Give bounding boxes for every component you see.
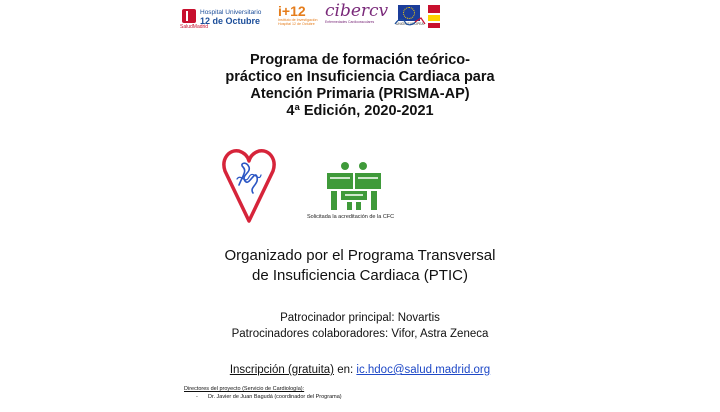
- i12-logo: [278, 4, 328, 30]
- program-title: [160, 52, 560, 120]
- hospital-logo-sub: SaludMadrid: [180, 24, 209, 30]
- i12-logo-sub-line2: Hospital 12 de Octubre: [278, 22, 315, 26]
- ppc-logo: [393, 16, 427, 28]
- registration-connector: en:: [334, 364, 357, 376]
- director-name: Dr. Javier de Juan Bagudá (coordinador del Programa): [208, 394, 342, 400]
- organizer-text: [130, 246, 590, 286]
- spain-flag-icon: [428, 5, 440, 29]
- title-line-2: práctico en Insuficiencia Cardiaca para: [225, 69, 495, 85]
- title-line-4: 4ª Edición, 2020-2021: [286, 103, 434, 119]
- collaborating-sponsors: Patrocinadores colaboradores: Vifor, Astra Zeneca: [231, 328, 489, 340]
- ciber-logo-mark-main: ciber: [325, 1, 370, 21]
- cfc-caption: Solicitada la acreditación de la CFC: [307, 214, 395, 220]
- registration-label: Inscripción (gratuita): [229, 364, 334, 376]
- organizer-line-1: Organizado por el Programa Transversal: [224, 247, 496, 264]
- registration-line: [130, 364, 590, 376]
- hospital-logo-name-line2: 12 de Octubre: [200, 16, 261, 26]
- i12-logo-mark: i+12: [278, 3, 306, 19]
- heart-program-logo: [219, 145, 279, 225]
- ciber-logo-mark-suffix: cv: [369, 1, 389, 21]
- hospital-logo-name-line1: Hospital Universitario: [200, 9, 262, 16]
- ciber-logo-mark: [325, 1, 389, 21]
- ciber-logo-sub: Enfermedades Cardiovasculares: [325, 20, 375, 24]
- logo-strip: [180, 2, 720, 32]
- list-bullet: -: [196, 394, 198, 400]
- organizer-line-2: de Insuficiencia Cardiaca (PTIC): [252, 267, 468, 284]
- directors-heading: Directores del proyecto (Servicio de Cardiología):: [184, 386, 305, 392]
- title-line-1: Programa de formación teórico-: [250, 52, 470, 68]
- sponsors-text: [130, 310, 590, 342]
- eu-logo-sub: UNIÓN EUROPEA: [396, 22, 424, 26]
- registration-email-link[interactable]: ic.hdoc@salud.madrid.org: [356, 364, 491, 376]
- title-line-3: Atención Primaria (PRISMA-AP): [250, 86, 470, 102]
- main-sponsor: Patrocinador principal: Novartis: [280, 312, 440, 324]
- hospital-logo: [180, 8, 266, 30]
- madrid-star-icon: [182, 9, 196, 23]
- ciber-logo: [325, 1, 389, 30]
- cfc-accreditation-logo: [323, 160, 385, 212]
- i12-logo-sub-line1: Instituto de Investigación: [278, 18, 318, 22]
- director-list-item: [196, 394, 342, 400]
